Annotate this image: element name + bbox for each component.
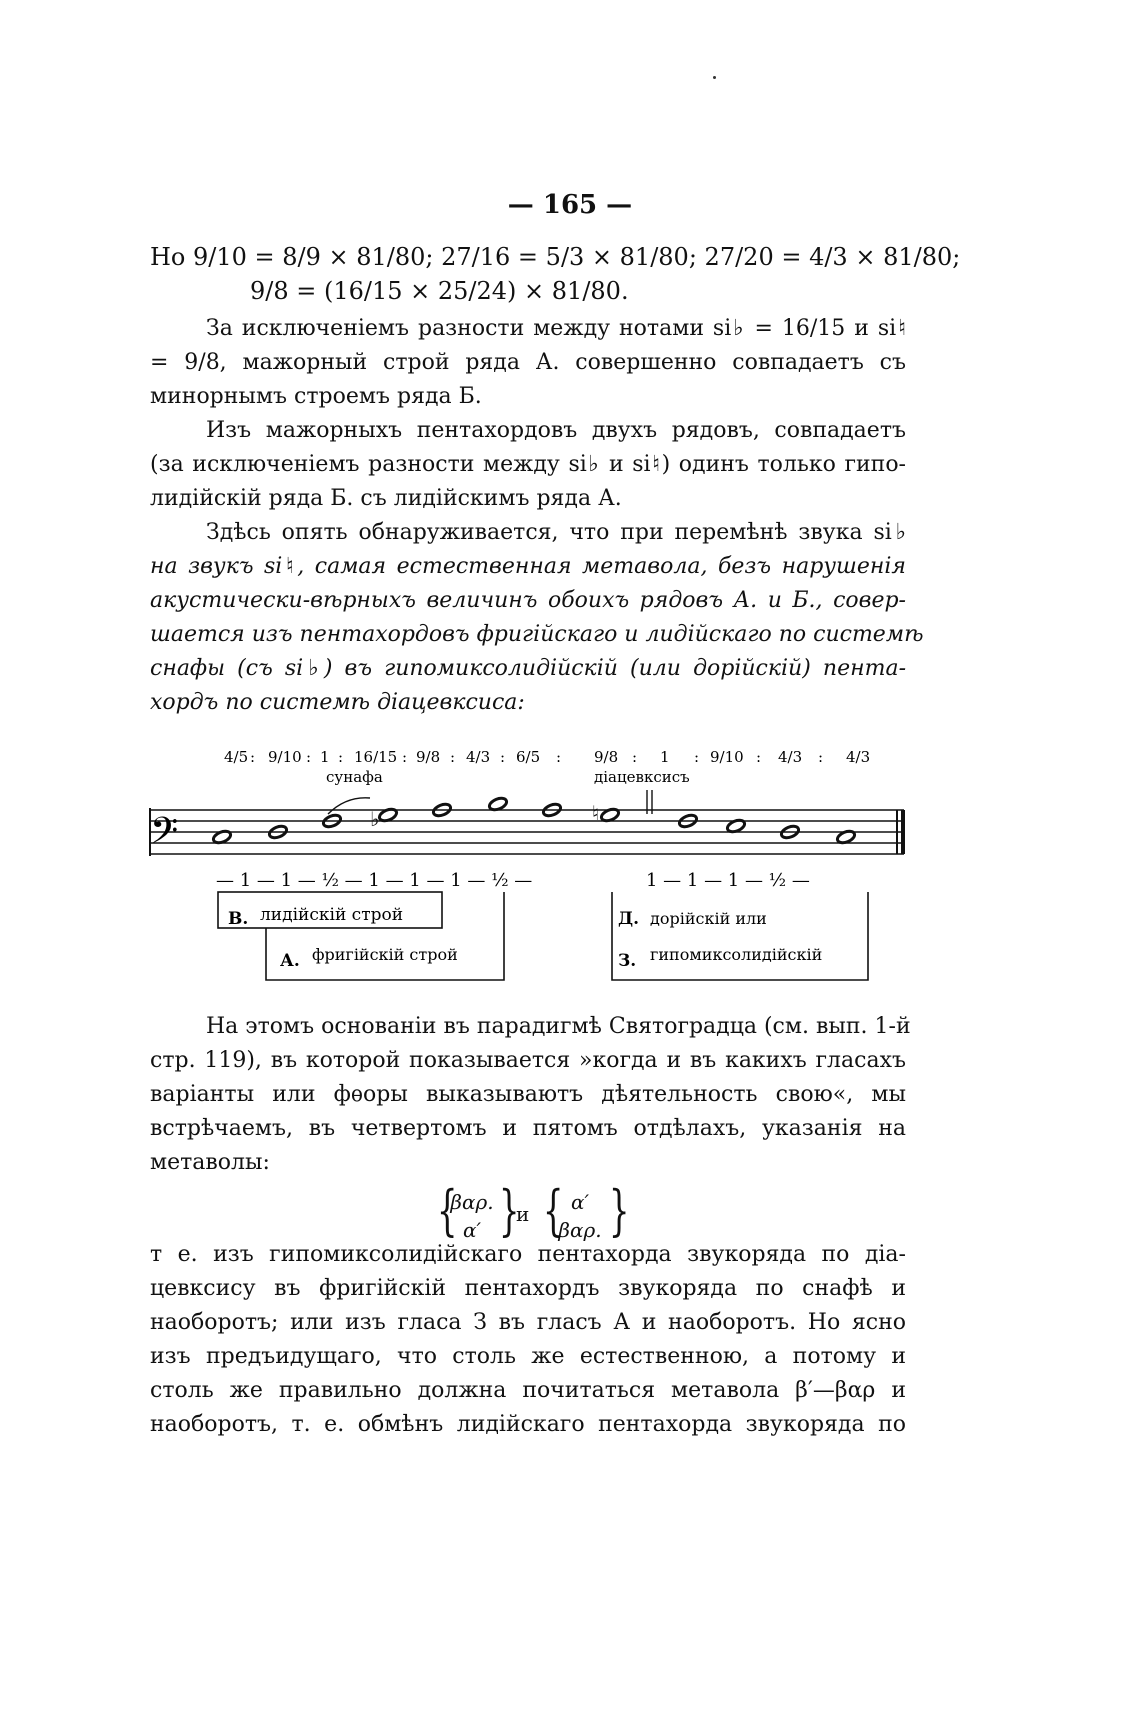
text-line: цевксису въ фригійскій пентахордъ звукоряда по снафѣ и (150, 1276, 906, 1301)
text-line: варіанты или фѳоры выказываютъ дѣятельность свою«, мы (150, 1082, 906, 1107)
ratio-separator: : (250, 748, 256, 766)
ratio: 4/3 (778, 748, 803, 766)
text-line: лидійскій ряда Б. съ лидійскимъ ряда А. (150, 486, 622, 511)
staff-lines (150, 810, 904, 854)
text-line: снафы (съ si♭) въ гипомиксолидійскій (или дорійскій) пента- (150, 656, 906, 681)
box-label-phrygian: фригійскій строй (312, 945, 458, 964)
ratio-separator: : (306, 748, 312, 766)
synafa-label: сунафа (326, 768, 383, 786)
ratio: 6/5 (516, 748, 541, 766)
ratio: 4/3 (466, 748, 491, 766)
text-line: Здѣсь опять обнаруживается, что при перемѣнѣ звука si♭ (206, 520, 906, 545)
brace-bottom: α′ (462, 1218, 482, 1242)
ratio-separator: : (556, 748, 562, 766)
interval-steps-right: 1 — 1 — 1 — ½ — (646, 870, 810, 891)
brace-bottom: βαρ. (558, 1218, 602, 1242)
left-brace-group (444, 1188, 500, 1244)
paragraph-4 (150, 1010, 911, 1180)
natural-icon: ♮ (592, 801, 600, 825)
ratio-row (224, 748, 870, 766)
left-brace-close: } (498, 1179, 520, 1242)
text-line: т е. изъ гипомиксолидійскаго пентахорда звукоряда по діа- (150, 1242, 906, 1267)
box-label-dorian: дорійскій или (650, 909, 767, 928)
text-line: минорнымъ строемъ ряда Б. (150, 384, 482, 409)
paragraph-1 (150, 312, 906, 414)
formula-line-1: Но 9/10 = 8/9 × 81/80; 27/16 = 5/3 × 81/80; 27/20 = 4/3 × 81/80; (150, 243, 961, 271)
bass-clef-icon: 𝄢 (150, 810, 179, 861)
brace-joiner: и (516, 1202, 530, 1226)
text-line: наоборотъ, т. е. обмѣнъ лидійскаго пентахорда звукоряда по (150, 1412, 906, 1437)
brace-top: α′ (570, 1190, 590, 1214)
speck (713, 76, 716, 79)
text-line: шается изъ пентахордовъ фригійскаго и лидійскаго по системѣ (150, 622, 924, 647)
text-line: встрѣчаемъ, въ четвертомъ и пятомъ отдѣлахъ, указанія на (150, 1116, 906, 1141)
ratio: 16/15 (354, 748, 398, 766)
ratio-separator: : (402, 748, 408, 766)
text-line: наоборотъ; или изъ гласа З въ гласъ А и наоборотъ. Но ясно (150, 1310, 906, 1335)
text-line: На этомъ основаніи въ парадигмѣ Святоградца (см. вып. 1-й (206, 1014, 911, 1039)
ratio: 9/8 (416, 748, 441, 766)
paragraph-5 (150, 1238, 906, 1442)
box-letter-z: З. (618, 951, 637, 971)
ratio-separator: : (756, 748, 762, 766)
ratio: 9/10 (710, 748, 744, 766)
ratio-separator: : (694, 748, 700, 766)
ratio: 4/5 (224, 748, 249, 766)
ratio-separator: : (632, 748, 638, 766)
text-line: хордъ по системѣ діацевксиса: (150, 690, 525, 715)
ratio: 9/10 (268, 748, 302, 766)
ratio-separator: : (450, 748, 456, 766)
box-letter-v: В. (228, 909, 249, 929)
ratio: 1 (660, 748, 670, 766)
paragraph-3 (150, 516, 924, 720)
diazeuxis-label: діацевксисъ (594, 768, 690, 786)
text-line: на звукъ si♮, самая естественная метавола, безъ нарушенія (150, 554, 906, 579)
text-line: (за исключеніемъ разности между si♭ и si♮) одинъ только гипо- (150, 452, 906, 477)
text-line: столь же правильно должна почитаться метавола β′—βαρ и (150, 1378, 906, 1403)
ratio-separator: : (500, 748, 506, 766)
music-figure (0, 738, 1140, 998)
box-letter-d: Д. (618, 909, 640, 929)
left-brace-open: { (436, 1179, 458, 1242)
scale-boxes-right (612, 892, 868, 980)
box-label-hypomixolydian: гипомиксолидійскій (650, 945, 823, 964)
interval-steps-left: — 1 — 1 — ½ — 1 — 1 — 1 — ½ — (216, 870, 533, 891)
right-brace-group (550, 1188, 610, 1244)
ratio: 4/3 (846, 748, 871, 766)
right-brace-close: } (608, 1179, 630, 1242)
formula-line-2: 9/8 = (16/15 × 25/24) × 81/80. (250, 277, 629, 305)
brace-top: βαρ. (450, 1190, 494, 1214)
box-letter-a: А. (280, 951, 300, 971)
text-line: Изъ мажорныхъ пентахордовъ двухъ рядовъ, совпадаетъ (206, 418, 906, 443)
synafa-slur (328, 798, 370, 814)
text-line: метаволы: (150, 1150, 270, 1175)
page-number: — 165 — (507, 190, 633, 220)
text-line: За исключеніемъ разности между нотами si♭ = 16/15 и si♮ (206, 316, 906, 341)
text-line: акустически-вѣрныхъ величинъ обоихъ рядовъ А. и Б., совер- (150, 588, 906, 613)
ratio-separator: : (338, 748, 344, 766)
box-label-lydian: лидійскій строй (260, 905, 404, 925)
text-line: изъ предъидущаго, что столь же естественною, а потому и (150, 1344, 906, 1369)
flat-icon: ♭ (370, 807, 380, 831)
paragraph-2 (150, 414, 906, 516)
ratio: 1 (320, 748, 330, 766)
text-line: = 9/8, мажорный строй ряда А. совершенно совпадаетъ съ (150, 350, 906, 375)
ratio: 9/8 (594, 748, 619, 766)
text-line: стр. 119), въ которой показывается »когда и въ какихъ гласахъ (150, 1048, 906, 1073)
right-brace-open: { (542, 1179, 564, 1242)
ratio-separator: : (818, 748, 824, 766)
